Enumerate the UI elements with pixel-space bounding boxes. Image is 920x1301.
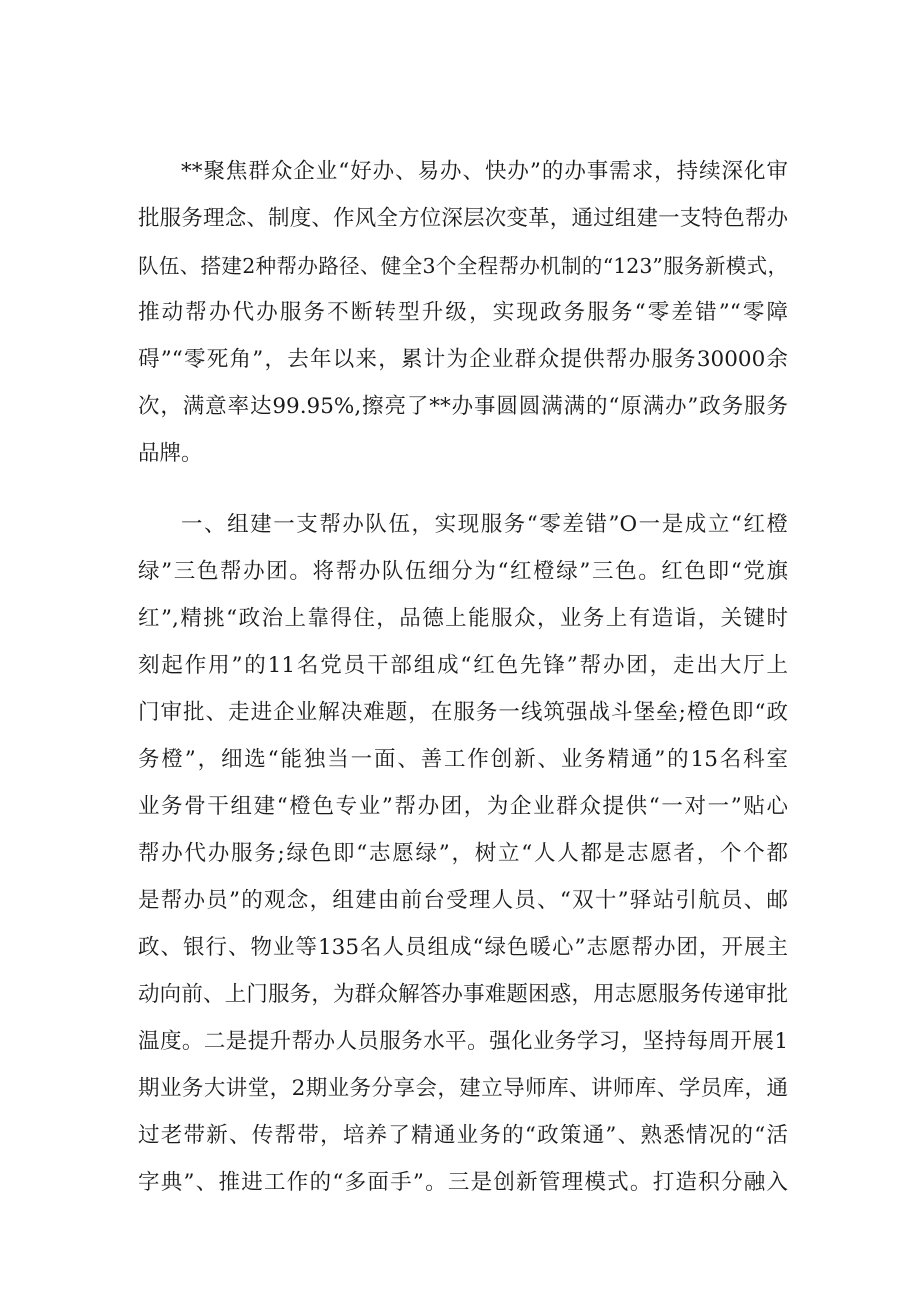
text-line: 业务骨干组建“橙色专业”帮办团，为企业群众提供“一对一”贴心 bbox=[138, 794, 788, 819]
text-line: 碍”“零死角”，去年以来，累计为企业群众提供帮办服务30000余 bbox=[138, 347, 788, 372]
text-line: 次，满意率达99.95%,擦亮了**办事圆圆满满的“原满办”政务服务 bbox=[138, 394, 788, 419]
text-line: 是帮办员”的观念，组建由前台受理人员、“双十”驿站引航员、邮 bbox=[138, 888, 788, 913]
text-line: 红”,精挑“政治上靠得住，品德上能服众，业务上有造诣，关键时 bbox=[138, 606, 788, 631]
text-line: 务橙”，细选“能独当一面、善工作创新、业务精通”的15名科室 bbox=[138, 747, 788, 772]
text-line: 字典”、推进工作的“多面手”。三是创新管理模式。打造积分融入 bbox=[138, 1170, 788, 1195]
text-line: 过老带新、传帮带，培养了精通业务的“政策通”、熟悉情况的“活 bbox=[138, 1123, 788, 1148]
text-line bbox=[138, 1210, 788, 1250]
text-line: 政、银行、物业等135名人员组成“绿色暖心”志愿帮办团，开展主 bbox=[138, 935, 788, 960]
text-line: 绿”三色帮办团。将帮办队伍细分为“红橙绿”三色。红色即“党旗 bbox=[138, 559, 788, 584]
text-line: 温度。二是提升帮办人员服务水平。强化业务学习，坚持每周开展1 bbox=[138, 1029, 788, 1054]
text-line: 门审批、走进企业解决难题，在服务一线筑强战斗堡垒;橙色即“政 bbox=[138, 700, 788, 725]
text-line: 批服务理念、制度、作风全方位深层次变革，通过组建一支特色帮办 bbox=[138, 206, 788, 231]
text-line: **聚焦群众企业“好办、易办、快办”的办事需求，持续深化审 bbox=[181, 159, 788, 184]
text-line: 队伍、搭建2种帮办路径、健全3个全程帮办机制的“123”服务新模式， bbox=[138, 254, 788, 278]
text-line: 品牌。 bbox=[138, 441, 203, 466]
text-line: 帮办代办服务;绿色即“志愿绿”，树立“人人都是志愿者，个个都 bbox=[138, 841, 788, 866]
text-line: 动向前、上门服务，为群众解答办事难题困惑，用志愿服务传递审批 bbox=[138, 982, 788, 1007]
text-line: 推动帮办代办服务不断转型升级，实现政务服务“零差错”“零障 bbox=[138, 300, 788, 325]
text-line: 一、组建一支帮办队伍，实现服务“零差错”O一是成立“红橙 bbox=[181, 512, 788, 537]
text-line: 刻起作用”的11名党员干部组成“红色先锋”帮办团，走出大厅上 bbox=[138, 653, 788, 678]
text-line: 期业务大讲堂，2期业务分享会，建立导师库、讲师库、学员库，通 bbox=[138, 1076, 788, 1101]
